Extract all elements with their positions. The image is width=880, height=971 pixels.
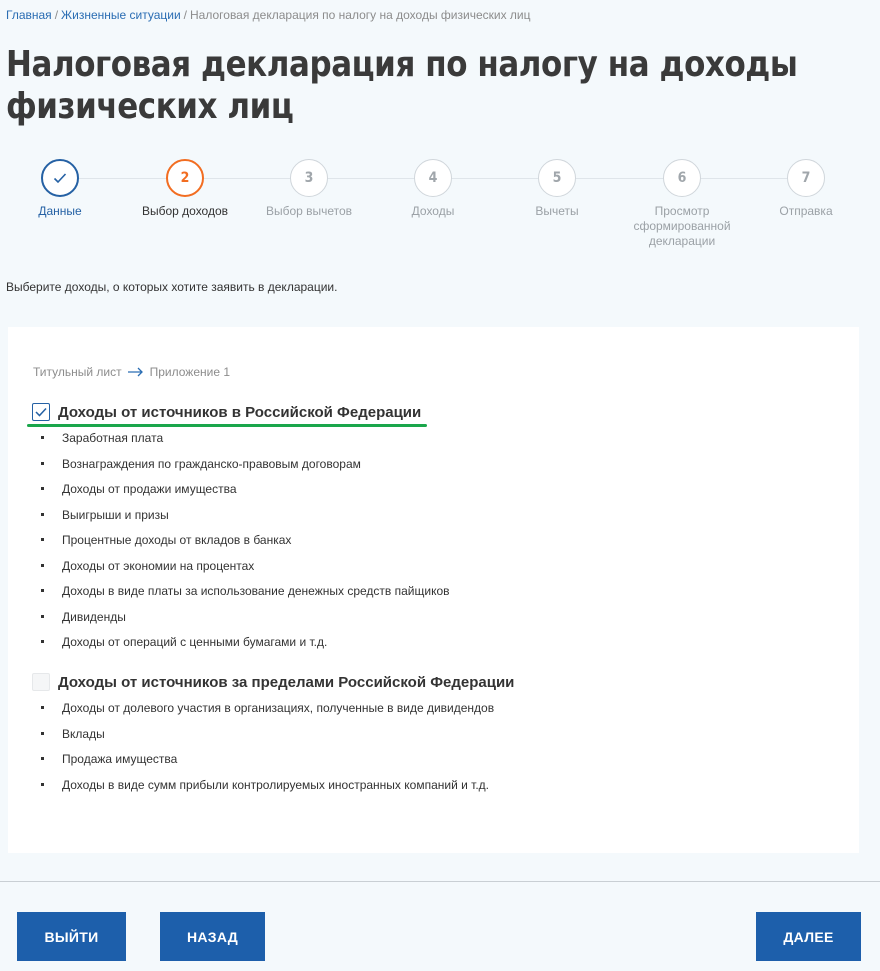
income-group-russia [32, 402, 450, 659]
step-circle: 5 [538, 159, 576, 197]
income-russia-checkbox[interactable] [32, 403, 50, 421]
checkmark-icon [53, 172, 67, 184]
section-to: Приложение 1 [149, 365, 231, 379]
list-item: Процентные доходы от вкладов в банках [32, 531, 450, 557]
step-income [373, 159, 493, 219]
list-item: Доходы в виде сумм прибыли контролируемых иностранных компаний и т.д. [32, 776, 514, 802]
group-title: Доходы от источников в Российской Федерации [58, 403, 422, 421]
list-item: Выигрыши и призы [32, 506, 450, 532]
step-income-selection[interactable] [125, 159, 245, 219]
breadcrumb-link-home[interactable]: Главная [6, 8, 52, 22]
list-item: Доходы от долевого участия в организациях, полученные в виде дивидендов [32, 699, 514, 725]
step-circle: 7 [787, 159, 825, 197]
next-button[interactable]: ДАЛЕЕ [756, 912, 861, 961]
income-list [32, 429, 450, 659]
step-deduction-selection [249, 159, 369, 219]
step-label: Просмотр сформированной декларации [633, 204, 731, 248]
list-item: Доходы от продажи имущества [32, 480, 450, 506]
footer-divider [0, 881, 880, 882]
step-circle: 3 [290, 159, 328, 197]
back-button[interactable]: НАЗАД [160, 912, 265, 961]
step-label: Вычеты [535, 204, 579, 218]
breadcrumb-current: Налоговая декларация по налогу на доходы физических лиц [190, 8, 531, 22]
step-circle [41, 159, 79, 197]
list-item: Доходы от экономии на процентах [32, 557, 450, 583]
list-item: Доходы от операций с ценными бумагами и т.д. [32, 633, 450, 659]
breadcrumb-separator: / [183, 8, 187, 22]
stepper [0, 159, 880, 259]
list-item: Доходы в виде платы за использование денежных средств пайщиков [32, 582, 450, 608]
income-foreign-checkbox[interactable] [32, 673, 50, 691]
income-group-foreign [32, 672, 514, 801]
income-list [32, 699, 514, 801]
breadcrumb [6, 8, 531, 22]
list-item: Дивиденды [32, 608, 450, 634]
step-circle: 6 [663, 159, 701, 197]
list-item: Вознаграждения по гражданско-правовым договорам [32, 455, 450, 481]
breadcrumb-link-life-situations[interactable]: Жизненные ситуации [61, 8, 181, 22]
section-from: Титульный лист [33, 365, 122, 379]
step-deductions [497, 159, 617, 219]
list-item: Вклады [32, 725, 514, 751]
exit-button[interactable]: ВЫЙТИ [17, 912, 126, 961]
step-submit [746, 159, 866, 219]
list-item: Продажа имущества [32, 750, 514, 776]
step-label: Отправка [779, 204, 833, 218]
group-title: Доходы от источников за пределами Российской Федерации [58, 673, 515, 691]
group-header [32, 672, 514, 692]
form-section-path [33, 365, 230, 379]
arrow-right-icon [128, 367, 144, 377]
highlight-underline [27, 424, 427, 427]
list-item: Заработная плата [32, 429, 450, 455]
checkmark-icon [35, 407, 47, 417]
step-label: Выбор доходов [141, 204, 229, 218]
step-data[interactable] [0, 159, 120, 219]
income-selection-card [8, 327, 859, 853]
step-label: Выбор вычетов [265, 204, 353, 218]
breadcrumb-separator: / [54, 8, 59, 22]
step-label: Доходы [411, 204, 455, 218]
step-preview [627, 159, 737, 249]
step-label: Данные [38, 204, 82, 218]
step-circle: 2 [166, 159, 204, 197]
step-circle: 4 [414, 159, 452, 197]
page-title: Налоговая декларация по налогу на доходы физических лиц [6, 44, 798, 127]
group-header [32, 402, 450, 422]
intro-text: Выберите доходы, о которых хотите заявить в декларации. [6, 280, 338, 294]
